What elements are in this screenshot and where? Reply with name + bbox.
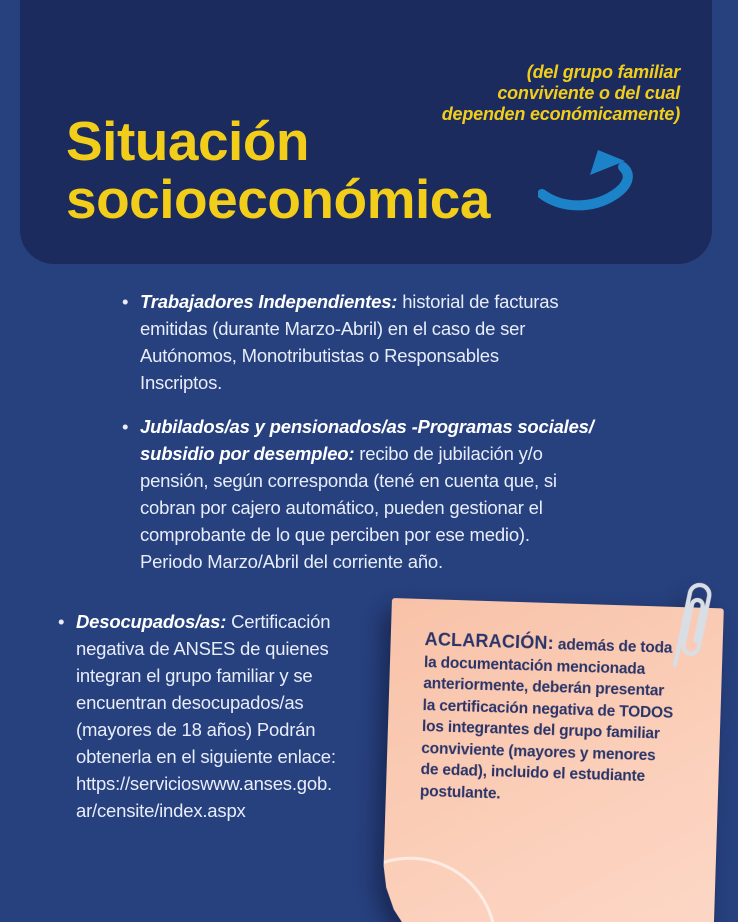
- side-note-line: conviviente o del cual: [497, 83, 680, 103]
- bullet-text: Desocupados/as: Certificación negativa de ANSES de quienes integran el grupo familiar y se encuentran desocupados/as (mayores de 18 años) Podrán obtenerla en el siguiente enlace: https://servicioswww.anses.gob. ar/censite/index.aspx: [76, 608, 336, 824]
- side-note-line: (del grupo familiar: [526, 62, 680, 82]
- anses-url-line[interactable]: ar/censite/index.aspx: [76, 800, 246, 821]
- sticky-note: [381, 598, 724, 922]
- side-note-line: dependen económicamente): [441, 104, 680, 124]
- page-title-line: socioeconómica: [66, 168, 490, 230]
- document-bullet-list: [122, 288, 632, 575]
- curved-arrow-icon: [538, 148, 650, 222]
- bullet-jubilados-pensionados: [122, 413, 632, 575]
- bullet-marker: •: [122, 416, 129, 437]
- bullet-marker: •: [122, 291, 129, 312]
- bullet-desocupados: [58, 608, 336, 824]
- page-title-line: Situación: [66, 110, 310, 172]
- bullet-text: Trabajadores Independientes: historial de facturas emitidas (durante Marzo-Abril) en el caso de ser Autónomos, Monotributistas o Responsables Inscriptos.: [140, 291, 559, 393]
- anses-url-line[interactable]: https://servicioswww.anses.gob.: [76, 773, 332, 794]
- bullet-marker: •: [58, 611, 65, 632]
- bullet-trabajadores-independientes: [122, 288, 632, 396]
- page-title: [66, 112, 490, 228]
- header-panel: [20, 0, 712, 264]
- bullet-text: Jubilados/as y pensionados/as -Programas sociales/ subsidio por desempleo: recibo de jubilación y/o pensión, según corresponda (tené en cuenta que, si cobran por cajero automático, pueden gestionar el comprobante de lo que perciben por ese medio). Periodo Marzo/Abril del corriente año.: [140, 416, 594, 572]
- sticky-note-text: ACLARACIÓN: además de toda la documentación mencionada anteriormente, deberán presentar la certificación negativa de TODOS los integrantes del grupo familiar conviviente (mayores y menores de edad), incluido el estudiante postulante.: [419, 629, 674, 802]
